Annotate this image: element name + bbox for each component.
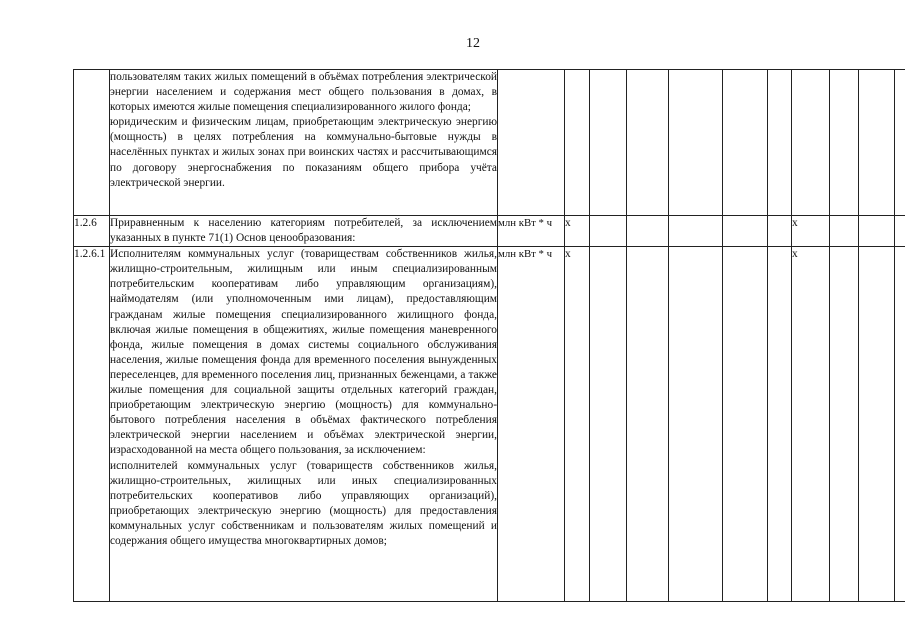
empty-cell	[723, 247, 768, 602]
empty-cell	[859, 216, 895, 247]
row-description	[110, 247, 498, 602]
mark-cell-b: х	[792, 247, 830, 602]
table-row	[74, 70, 905, 216]
empty-cell	[830, 216, 859, 247]
empty-cell	[895, 70, 905, 216]
empty-cell	[627, 70, 669, 216]
empty-cell	[859, 70, 895, 216]
empty-cell	[768, 70, 792, 216]
empty-cell	[627, 247, 669, 602]
tariff-table	[73, 69, 905, 602]
row-code: 1.2.6	[74, 216, 110, 247]
description-paragraph: Приравненным к населению категориям потребителей, за исключением указанных в пункте 71(1) Основ ценообразования:	[110, 217, 497, 245]
table-row	[74, 247, 905, 602]
empty-cell	[590, 216, 627, 247]
description-paragraph: исполнителей коммунальных услуг (товариществ собственников жилья, жилищно-строительных, жилищных или иных специализированных потребительских кооперативов либо управляющих организаций), приобретающих электрическую энергию (мощность) для предоставления коммунальных услуг собственникам и пользователям жилых помещений и содержания общего имущества многоквартирных домов;	[110, 459, 497, 547]
empty-cell	[859, 247, 895, 602]
empty-cell	[768, 247, 792, 602]
row-code	[74, 70, 110, 216]
empty-cell	[669, 216, 723, 247]
empty-cell	[895, 247, 905, 602]
row-unit: млн кВт * ч	[498, 216, 565, 247]
description-paragraph: Исполнителям коммунальных услуг (товариществам собственников жилья, жилищно-строительным, жилищным или иным специализированным потребительским кооперативам либо управляющим организациям), наймодателям (или уполномоченным ими лицам), предоставляющим гражданам жилые помещения специализированного жилищного фонда, включая жилые помещения в общежитиях, жилые помещения маневренного фонда, жилые помещения в домах системы социального обслуживания населения, жилые помещения фонда для временного поселения вынужденных переселенцев, для временного поселения лиц, признанных беженцами, а также жилые помещения для социальной защиты отдельных категорий граждан, приобретающим электрическую энергию (мощность) для коммунально-бытового потребления населения в объёмах фактического потребления электрической энергии населением и объёмах электрической энергии, израсходованной на места общего пользования, за исключением:	[110, 248, 497, 457]
page-number: 12	[466, 36, 480, 51]
mark-cell-b	[792, 70, 830, 216]
description-paragraph: пользователям таких жилых помещений в объёмах потребления электрической энергии населением и содержания мест общего пользования в домах, в которых имеются жилые помещения специализированного жилого фонда;	[110, 71, 497, 114]
mark-cell-a	[565, 70, 590, 216]
empty-cell	[669, 247, 723, 602]
row-code: 1.2.6.1	[74, 247, 110, 602]
table-row	[74, 216, 905, 247]
empty-cell	[723, 216, 768, 247]
empty-cell	[627, 216, 669, 247]
row-unit	[498, 70, 565, 216]
empty-cell	[768, 216, 792, 247]
empty-cell	[830, 247, 859, 602]
empty-cell	[590, 70, 627, 216]
mark-cell-a: х	[565, 216, 590, 247]
mark-cell-a: х	[565, 247, 590, 602]
mark-cell-b: х	[792, 216, 830, 247]
description-paragraph: юридическим и физическим лицам, приобретающим электрическую энергию (мощность) в целях потребления на коммунально-бытовые нужды в населённых пунктах и жилых зонах при воинских частях и рассчитывающимся по договору энергоснабжения по показаниям общего прибора учёта электрической энергии.	[110, 116, 497, 189]
row-unit: млн кВт * ч	[498, 247, 565, 602]
empty-cell	[590, 247, 627, 602]
empty-cell	[669, 70, 723, 216]
row-description	[110, 70, 498, 216]
empty-cell	[723, 70, 768, 216]
empty-cell	[830, 70, 859, 216]
row-description	[110, 216, 498, 247]
empty-cell	[895, 216, 905, 247]
